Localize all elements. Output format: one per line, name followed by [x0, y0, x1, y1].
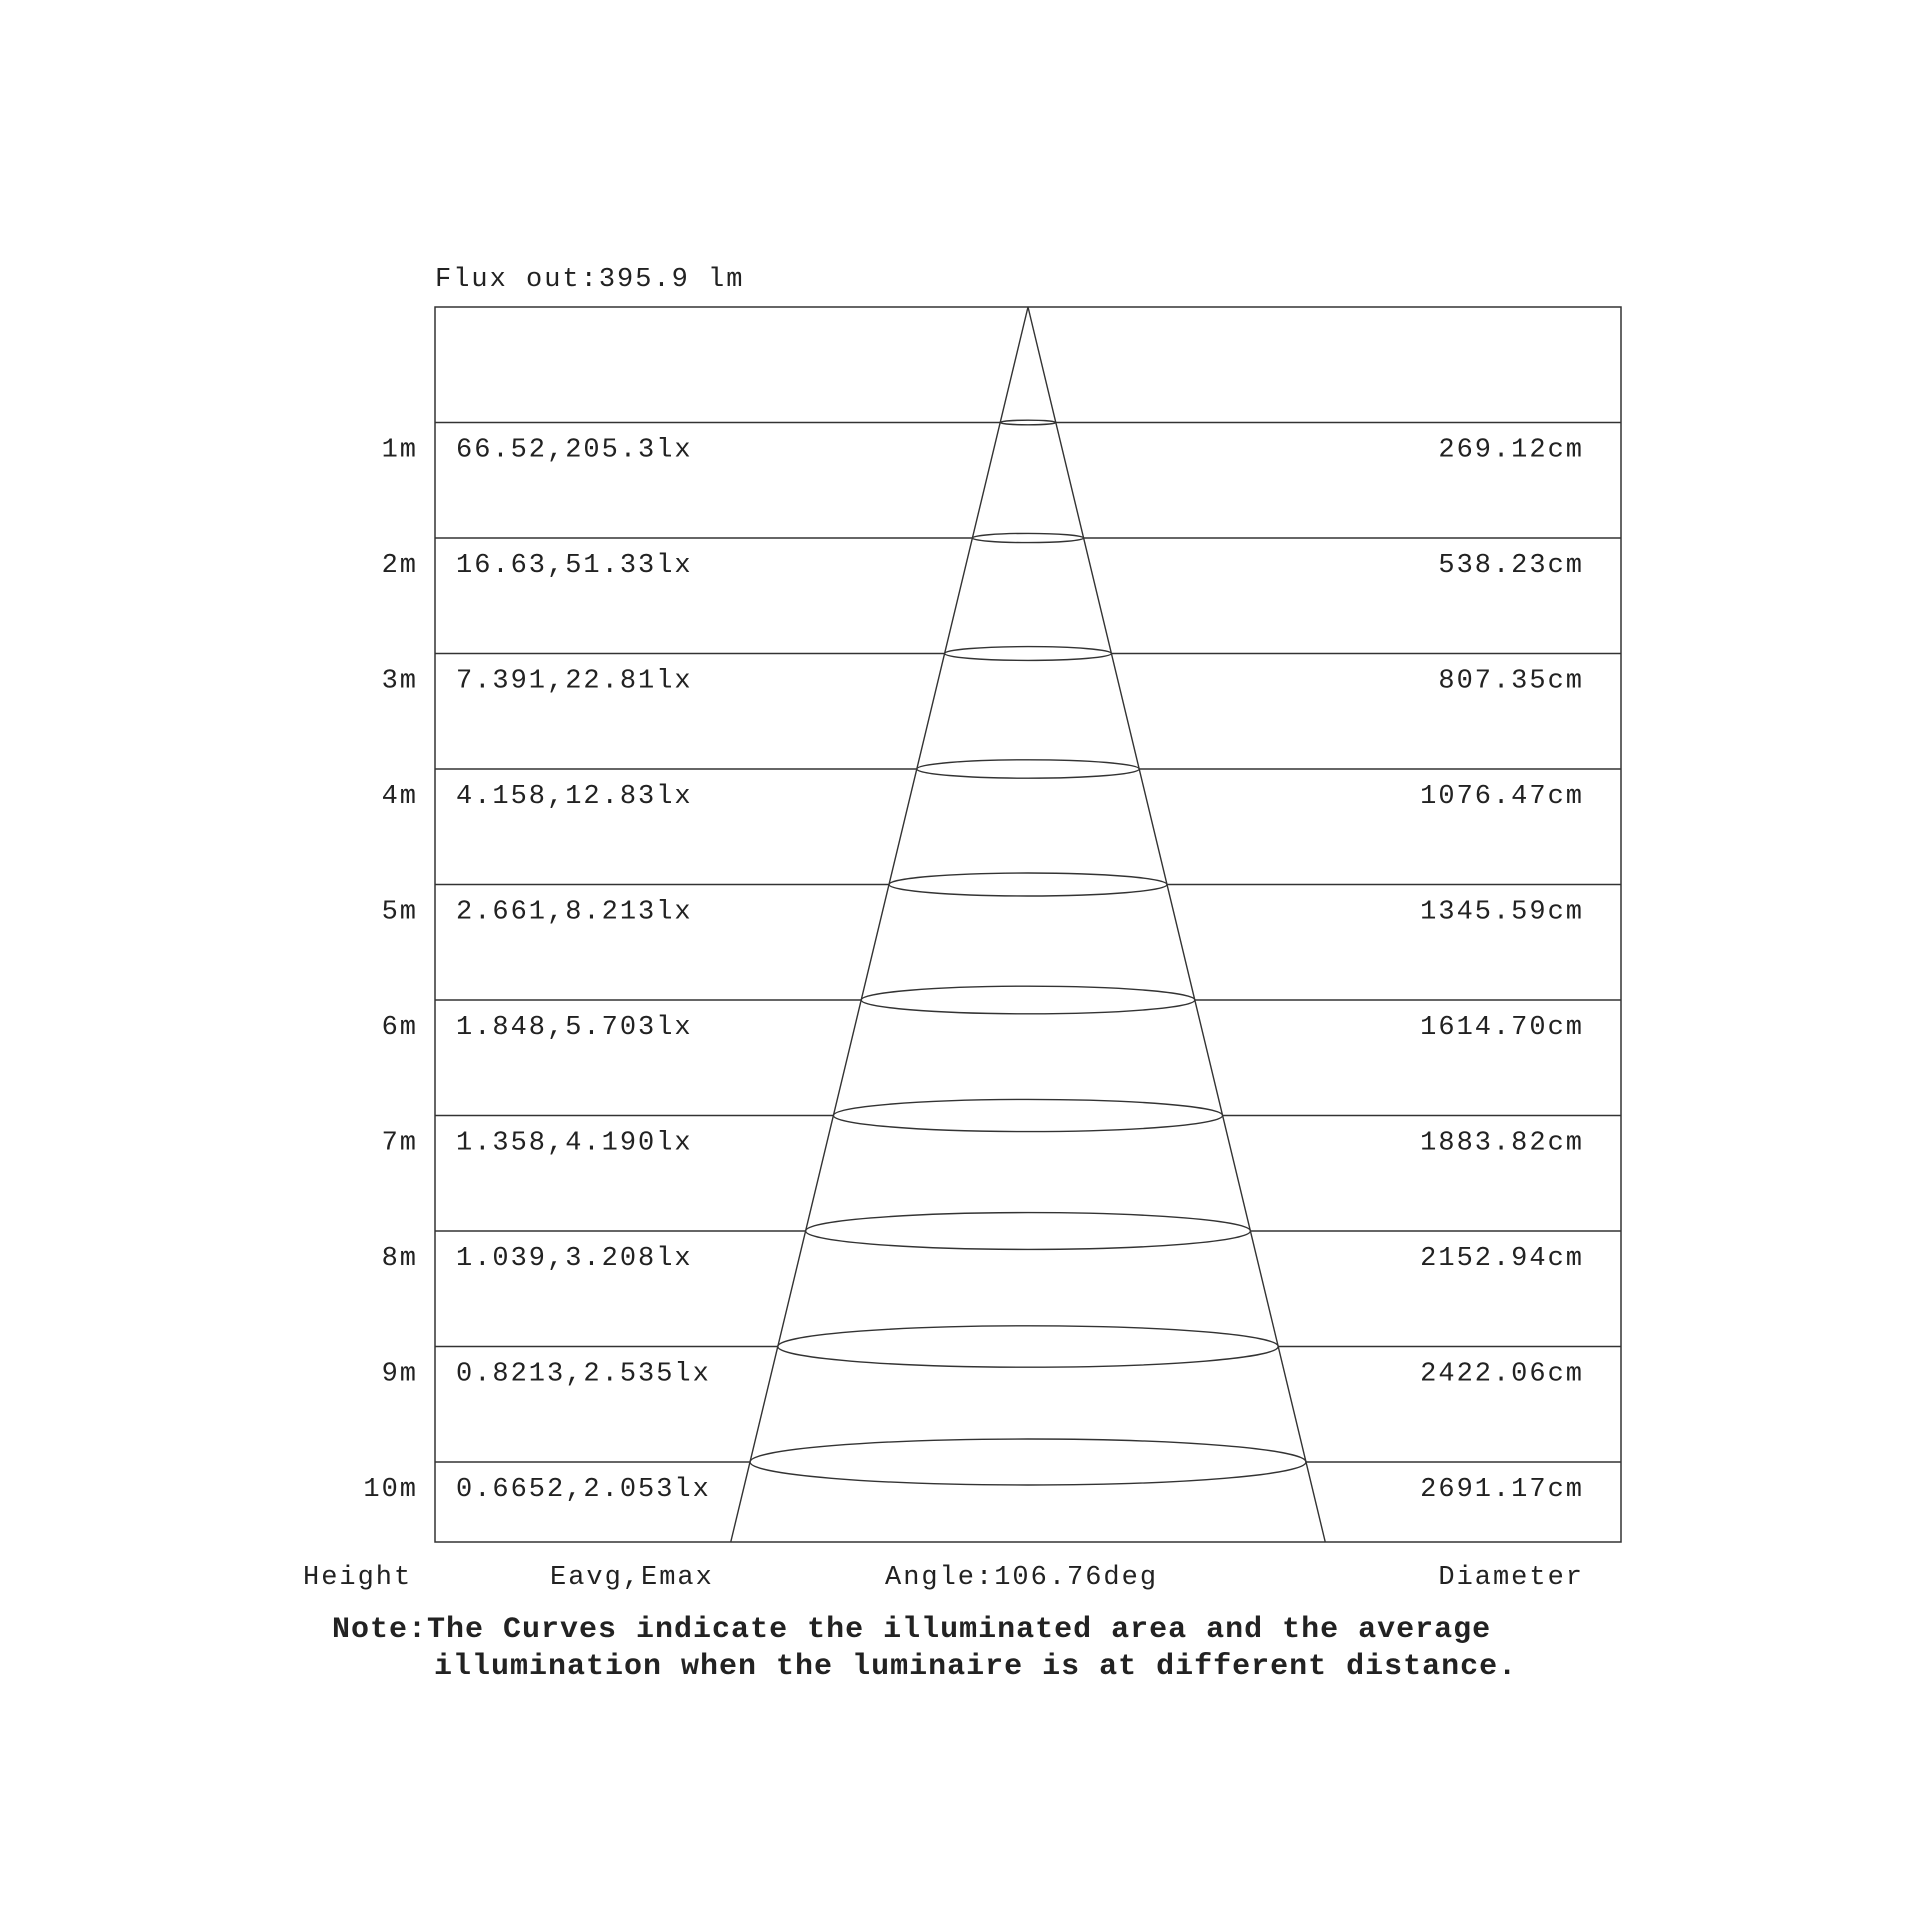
- diameter-value: 1076.47cm: [1420, 782, 1584, 812]
- diameter-value: 2422.06cm: [1420, 1359, 1584, 1390]
- illuminated-area-curve: [1000, 420, 1056, 425]
- illuminance-value: 16.63,51.33lx: [456, 551, 693, 581]
- illuminated-area-curve: [861, 986, 1195, 1014]
- diameter-value: 1614.70cm: [1420, 1013, 1584, 1043]
- diameter-value: 269.12cm: [1438, 435, 1584, 466]
- height-column-label: Height: [303, 1563, 413, 1593]
- row-labels: [363, 436, 1584, 1506]
- diameter-value: 2691.17cm: [1420, 1475, 1584, 1505]
- note-line-2: illumination when the luminaire is at different distance.: [434, 1650, 1518, 1684]
- illuminated-area-curve: [778, 1326, 1278, 1367]
- height-value: 4m: [381, 782, 418, 812]
- height-value: 5m: [381, 897, 418, 928]
- illuminated-area-curve: [889, 873, 1167, 896]
- illuminance-value: 0.6652,2.053lx: [456, 1475, 711, 1505]
- illuminated-area-curve: [945, 647, 1112, 661]
- height-value: 9m: [381, 1359, 418, 1390]
- diameter-value: 1345.59cm: [1420, 897, 1584, 928]
- illuminated-area-curve: [972, 533, 1083, 542]
- illuminance-value: 1.848,5.703lx: [456, 1013, 693, 1043]
- illuminated-area-curve: [806, 1213, 1251, 1250]
- flux-label: Flux out:395.9 lm: [435, 265, 745, 295]
- height-value: 3m: [381, 666, 418, 697]
- height-value: 2m: [381, 551, 418, 581]
- beam-angle-label: Angle:106.76deg: [885, 1563, 1159, 1593]
- diameter-value: 1883.82cm: [1420, 1128, 1584, 1159]
- beam-cone-right-edge: [1028, 307, 1325, 1542]
- beam-cone-left-edge: [731, 307, 1028, 1542]
- illuminance-value: 2.661,8.213lx: [456, 897, 693, 928]
- illuminated-area-curve: [917, 760, 1139, 778]
- diameter-column-label: Diameter: [1438, 1563, 1584, 1593]
- illuminance-column-label: Eavg,Emax: [550, 1563, 714, 1593]
- illuminance-value: 1.039,3.208lx: [456, 1244, 693, 1274]
- diameter-value: 807.35cm: [1438, 666, 1584, 697]
- height-value: 6m: [381, 1013, 418, 1043]
- illuminance-value: 4.158,12.83lx: [456, 782, 693, 812]
- illuminated-area-curve: [833, 1099, 1222, 1131]
- illuminated-area-curves: [750, 420, 1306, 1485]
- illuminated-area-curve: [750, 1439, 1306, 1485]
- illuminance-value: 1.358,4.190lx: [456, 1128, 693, 1159]
- height-value: 1m: [381, 435, 418, 466]
- diameter-value: 2152.94cm: [1420, 1244, 1584, 1274]
- height-value: 10m: [363, 1475, 418, 1505]
- diameter-value: 538.23cm: [1438, 551, 1584, 581]
- illuminance-value: 7.391,22.81lx: [456, 666, 693, 697]
- illuminance-value: 0.8213,2.535lx: [456, 1359, 711, 1390]
- illuminance-value: 66.52,205.3lx: [456, 435, 693, 466]
- height-value: 7m: [381, 1128, 418, 1159]
- note-line-1: Note:The Curves indicate the illuminated area and the average: [332, 1613, 1492, 1647]
- height-value: 8m: [381, 1244, 418, 1274]
